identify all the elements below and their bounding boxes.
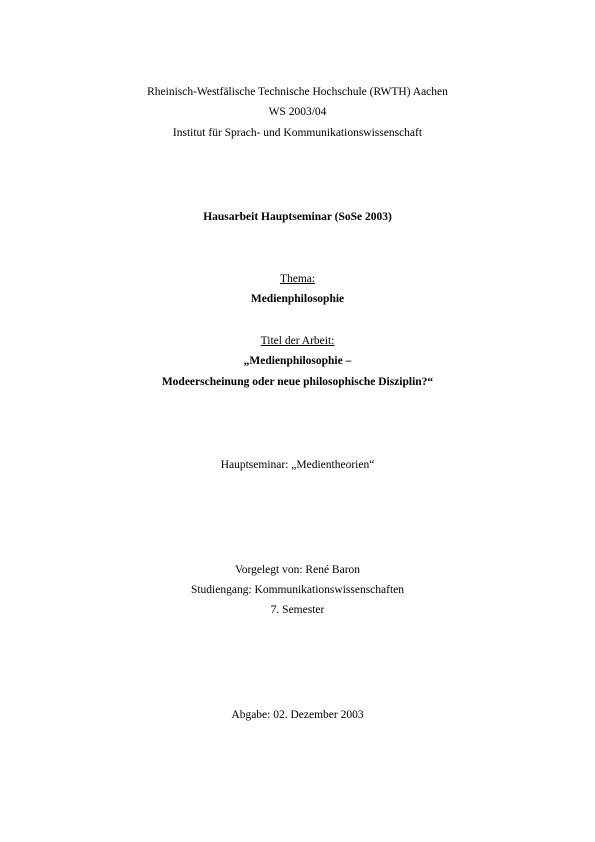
submission-date: Abgabe: 02. Dezember 2003 xyxy=(231,709,364,721)
paper-type: Hausarbeit Hauptseminar (SoSe 2003) xyxy=(203,211,392,223)
academic-semester: WS 2003/04 xyxy=(268,106,327,118)
university-name: Rheinisch-Westfälische Technische Hochschule (RWTH) Aachen xyxy=(147,86,448,98)
topic-value: Medienphilosophie xyxy=(250,293,345,305)
seminar-name: Hauptseminar: „Medientheorien“ xyxy=(220,459,375,471)
paper-title-line-2: Modeerscheinung oder neue philosophische Disziplin?“ xyxy=(161,376,434,388)
topic-label: Thema: xyxy=(279,273,316,285)
student-semester: 7. Semester xyxy=(270,604,325,616)
paper-title-label: Titel der Arbeit: xyxy=(260,335,335,347)
study-program: Studiengang: Kommunikationswissenschaften xyxy=(190,584,405,596)
paper-title-line-1: „Medienphilosophie – xyxy=(243,355,352,367)
author-name: Vorgelegt von: René Baron xyxy=(234,564,361,576)
institute-name: Institut für Sprach- und Kommunikationswissenschaft xyxy=(172,127,423,139)
